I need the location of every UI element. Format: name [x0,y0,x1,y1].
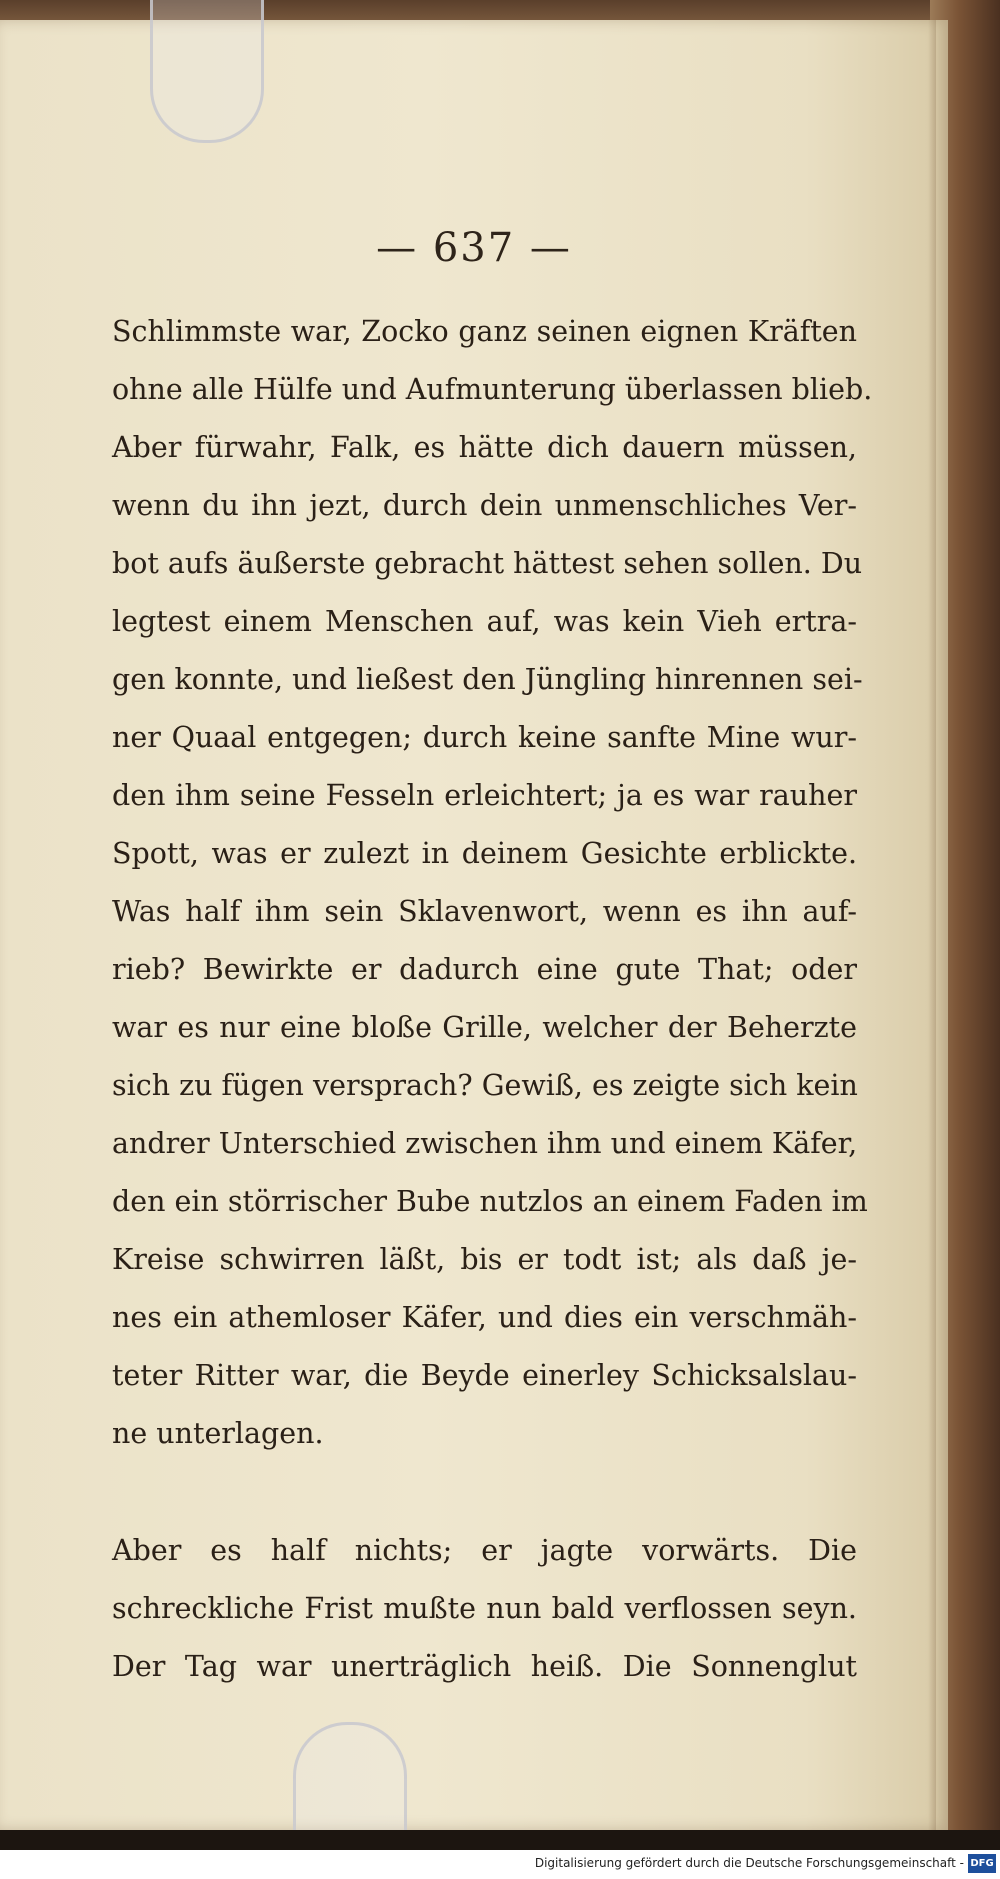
text-line: war es nur eine bloße Grille, welcher der Beherzte [112,1011,857,1044]
text-line: ner Quaal entgegen; durch keine sanfte Mine wur- [112,721,857,754]
text-line: Was half ihm sein Sklavenwort, wenn es ihn auf- [112,895,857,928]
text-line: Spott, was er zulezt in deinem Gesichte erblickte. [112,837,857,870]
text-line: gen konnte, und ließest den Jüngling hinrennen sei- [112,663,863,696]
text-line: ne unterlagen. [112,1417,324,1450]
text-line: nes ein athemloser Käfer, und dies ein verschmäh- [112,1301,857,1334]
footer-bar [0,1850,1000,1879]
text-line: Schlimmste war, Zocko ganz seinen eignen Kräften [112,315,857,348]
page-clip-top [150,0,264,143]
text-line: ohne alle Hülfe und Aufmunterung überlassen blieb. [112,373,873,406]
text-line: den ein störrischer Bube nutzlos an einem Faden im [112,1185,868,1218]
text-line: rieb? Bewirkte er dadurch eine gute That; oder [112,953,857,986]
text-line: den ihm seine Fesseln erleichtert; ja es war rauher [112,779,857,812]
text-line: schreckliche Frist mußte nun bald verflossen seyn. [112,1592,857,1625]
text-line: legtest einem Menschen auf, was kein Vieh ertra- [112,605,857,638]
paragraph-1 [112,303,873,1463]
funding-credit: Digitalisierung gefördert durch die Deutsche Forschungsgemeinschaft - [534,1856,964,1870]
text-line: sich zu fügen versprach? Gewiß, es zeigte sich kein [112,1069,858,1102]
text-line: Aber fürwahr, Falk, es hätte dich dauern müssen, [112,431,857,464]
page-number: — 637 — [376,225,572,271]
text-line: teter Ritter war, die Beyde einerley Schicksalslau- [112,1359,857,1392]
text-line: bot aufs äußerste gebracht hättest sehen sollen. Du [112,547,863,580]
page-edge-shadow [928,20,936,1830]
paragraph-2 [112,1522,857,1696]
text-line: Kreise schwirren läßt, bis er todt ist; als daß je- [112,1243,857,1276]
book-page [0,20,948,1830]
dfg-logo: DFG [968,1854,996,1873]
text-line: Aber es half nichts; er jagte vorwärts. Die [112,1534,857,1567]
text-line: Der Tag war unerträglich heiß. Die Sonnenglut [112,1650,857,1683]
scanner-bottom-edge [0,1830,1000,1850]
text-line: wenn du ihn jezt, durch dein unmenschliches Ver- [112,489,857,522]
text-line: andrer Unterschied zwischen ihm und einem Käfer, [112,1127,858,1160]
page-clip-bottom [293,1722,407,1845]
